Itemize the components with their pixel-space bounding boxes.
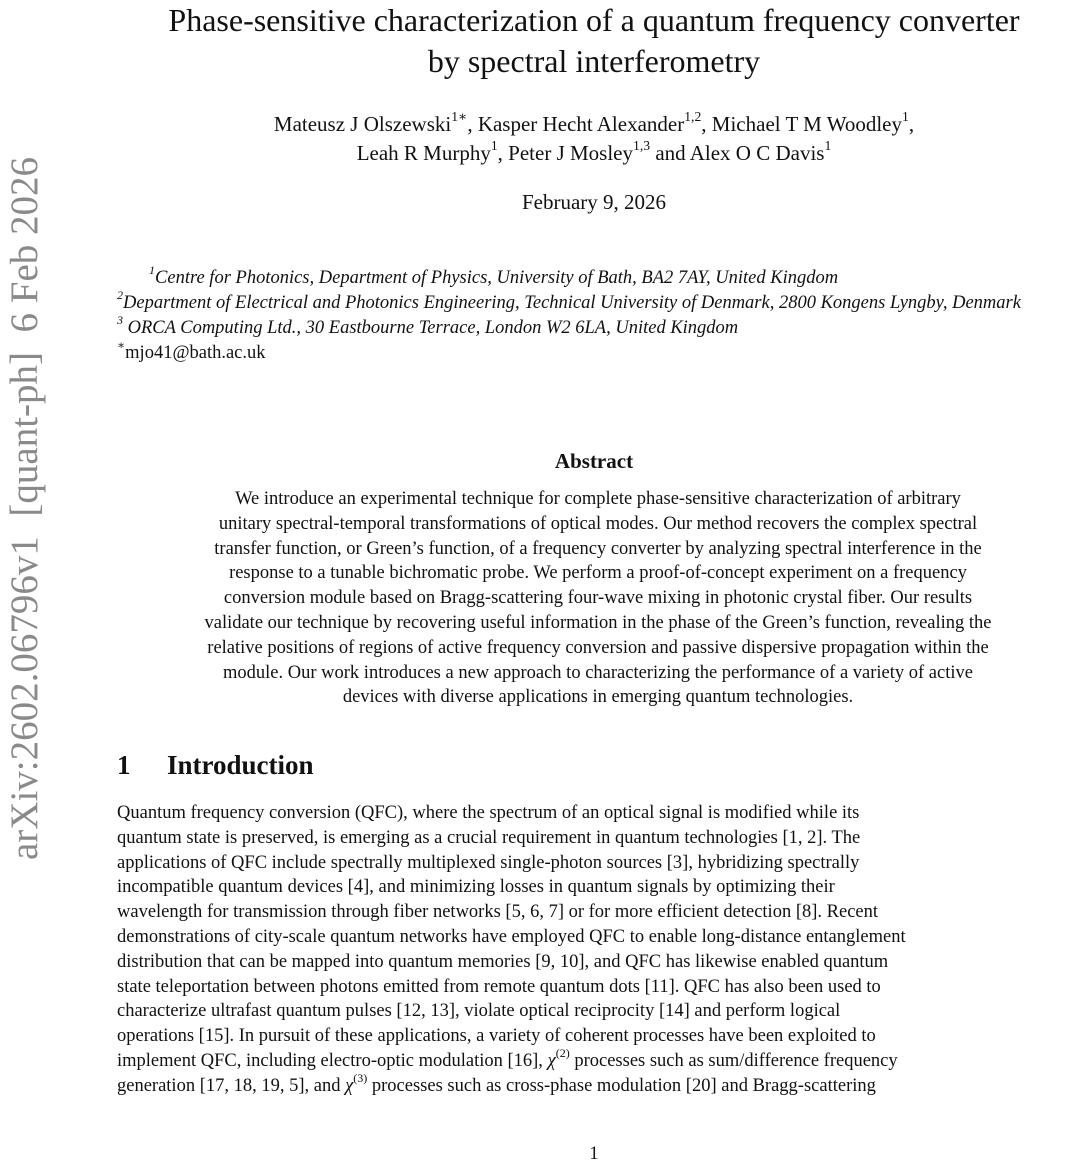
paper-title (110, 0, 1078, 82)
corresponding-email[interactable] (117, 338, 1078, 366)
abstract-line: relative positions of regions of active frequency conversion and passive dispersive propagation within the (207, 637, 989, 658)
author-affil-mark: 1,2 (684, 108, 702, 124)
body-line: applications of QFC include spectrally multiplexed single-photon sources [3], hybridizing spectrally (117, 852, 860, 873)
corresponding-mark: ∗ (117, 338, 126, 353)
body-line: quantum state is preserved, is emerging as a crucial requirement in quantum technologies [1, 2]. The (117, 827, 861, 848)
affiliation-2 (117, 288, 1078, 316)
body-line: distribution that can be mapped into quantum memories [9, 10], and QFC has likewise enabled quantum (117, 951, 889, 972)
section-number: 1 (117, 750, 131, 780)
introduction-body (117, 801, 1078, 1099)
author-separator: and (650, 141, 690, 165)
abstract-line: module. Our work introduces a new approach to characterizing the performance of a variety of active (223, 662, 973, 683)
affiliation-text: ORCA Computing Ltd., 30 Eastbourne Terrace, London W2 6LA, United Kingdom (123, 318, 739, 338)
author-separator: , (467, 112, 478, 136)
body-line: wavelength for transmission through fiber networks [5, 6, 7] or for more efficient detection [8]. Recent (117, 902, 879, 923)
section-title: Introduction (167, 750, 314, 780)
affiliation-mark: 2 (117, 288, 124, 303)
email-address[interactable]: mjo41@bath.ac.uk (125, 343, 266, 363)
author-affil-mark: 1,3 (633, 137, 651, 153)
body-line: state teleportation between photons emitted from remote quantum dots [11]. QFC has also been used to (117, 976, 881, 997)
body-line: demonstrations of city-scale quantum networks have employed QFC to enable long-distance entanglement (117, 926, 906, 947)
author-separator: , (908, 112, 915, 136)
author-name: Mateusz J Olszewski (273, 112, 452, 136)
author-separator: , (497, 141, 509, 165)
affiliation-text: Department of Electrical and Photonics Engineering, Technical University of Denmark, 2800 Kongens Lyngby, Denmark (123, 293, 1021, 313)
title-line-2: by spectral interferometry (427, 43, 761, 79)
body-line-chi3 (117, 1070, 1078, 1099)
abstract-line: conversion module based on Bragg-scattering four-wave mixing in photonic crystal fiber. Our results (223, 588, 973, 609)
affiliation-1 (117, 263, 1078, 291)
chi-order: (2) (555, 1046, 570, 1061)
body-line: incompatible quantum devices [4], and minimizing losses in quantum signals by optimizing their (117, 877, 835, 898)
body-text: implement QFC, including electro-optic modulation [16], (117, 1050, 548, 1071)
body-line: operations [15]. In pursuit of these applications, a variety of coherent processes have been exploited to (117, 1026, 876, 1047)
author-line-1 (110, 110, 1078, 139)
author-name: Kasper Hecht Alexander (477, 112, 685, 136)
abstract-line: validate our technique by recovering useful information in the phase of the Green’s function, revealing the (204, 612, 992, 633)
abstract-line: We introduce an experimental technique for complete phase-sensitive characterization of arbitrary (235, 489, 961, 509)
arxiv-id: arXiv:2602.06796v1 (3, 536, 46, 860)
chi-order: (3) (353, 1070, 368, 1085)
abstract-body (118, 487, 1078, 710)
chi-symbol: χ (345, 1075, 354, 1096)
arxiv-sidebar-stamp (2, 100, 47, 860)
arxiv-date: 6 Feb 2026 (3, 157, 46, 333)
body-text: processes such as cross-phase modulation [20] and Bragg-scattering (367, 1075, 876, 1096)
abstract-line: devices with diverse applications in emerging quantum technologies. (342, 687, 854, 708)
affiliation-3 (117, 313, 1078, 341)
author-affil-mark: 1 (490, 137, 498, 153)
author-name: Peter J Mosley (508, 141, 633, 165)
abstract-heading: Abstract (554, 449, 634, 473)
body-line-chi2 (117, 1046, 1078, 1074)
chi-symbol: χ (547, 1050, 556, 1071)
body-line: Quantum frequency conversion (QFC), where the spectrum of an optical signal is modified while its (117, 803, 860, 823)
author-line-2 (110, 139, 1078, 168)
author-separator: , (701, 112, 712, 136)
arxiv-category: [quant-ph] (3, 352, 46, 517)
publication-date: February 9, 2026 (521, 190, 667, 214)
affiliation-mark: 1 (149, 263, 156, 278)
abstract-line: unitary spectral-temporal transformations of optical modes. Our method recovers the complex spectral (218, 513, 978, 534)
title-line-1: Phase-sensitive characterization of a quantum frequency converter (168, 2, 1020, 38)
affiliations (117, 263, 1078, 366)
author-affil-mark: 1 (824, 137, 832, 153)
body-text: processes such as sum/difference frequency (569, 1050, 898, 1071)
author-name: Michael T M Woodley (711, 112, 903, 136)
body-line: characterize ultrafast quantum pulses [12, 13], violate optical reciprocity [14] and perform logical (117, 1001, 841, 1022)
author-affil-mark: 1 (902, 108, 909, 124)
abstract-line: transfer function, or Green’s function, of a frequency converter by analyzing spectral interference in the (214, 538, 982, 559)
abstract-line: response to a tunable bichromatic probe. We perform a proof-of-concept experiment on a frequency (229, 563, 967, 584)
affiliation-mark: 3 (117, 313, 124, 328)
page-number: 1 (589, 1144, 599, 1164)
body-text: generation [17, 18, 19, 5], and (117, 1075, 346, 1096)
author-name: Leah R Murphy (356, 141, 491, 165)
section-heading-introduction (117, 748, 314, 782)
author-list (110, 110, 1078, 168)
author-name: Alex O C Davis (689, 141, 825, 165)
author-affil-mark: 1∗ (451, 108, 468, 124)
affiliation-text: Centre for Photonics, Department of Physics, University of Bath, BA2 7AY, United Kingdom (155, 268, 839, 288)
